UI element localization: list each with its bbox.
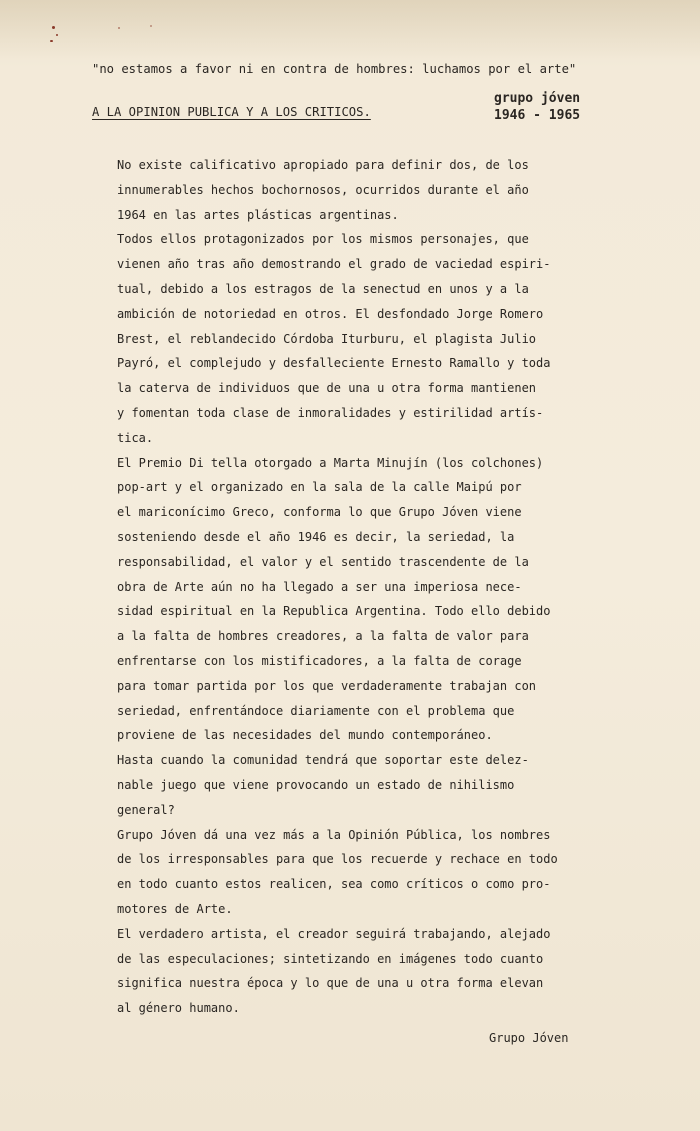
body-line: enfrentarse con los mistificadores, a la falta de corage [117, 653, 522, 668]
group-years: 1946 - 1965 [494, 108, 581, 123]
body-line: de los irresponsables para que los recuerde y rechace en todo [117, 852, 558, 867]
body-line: El verdadero artista, el creador seguirá trabajando, alejado [117, 926, 551, 941]
body-line: Todos ellos protagonizados por los mismos personajes, que [117, 232, 529, 247]
body-line: ambición de notoriedad en otros. El desfondado Jorge Romero [117, 306, 544, 321]
body-line: pop-art y el organizado en la sala de la calle Maipú por [117, 480, 522, 495]
body-line: tual, debido a los estragos de la senectud en unos y a la [117, 281, 529, 296]
header-quote: "no estamos a favor ni en contra de hombres: luchamos por el arte" [92, 62, 577, 76]
document-title: A LA OPINION PUBLICA Y A LOS CRITICOS. [92, 105, 371, 119]
body-line: Hasta cuando la comunidad tendrá que soportar este delez- [117, 753, 529, 768]
body-line: la caterva de individuos que de una u otra forma mantienen [117, 381, 537, 396]
body-line: al género humano. [117, 1001, 240, 1016]
body-line: a la falta de hombres creadores, a la falta de valor para [117, 629, 529, 644]
body-line: general? [117, 802, 175, 817]
body-line: proviene de las necesidades del mundo contemporáneo. [117, 728, 493, 743]
body-line: Payró, el complejudo y desfalleciente Ernesto Ramallo y toda [117, 356, 551, 371]
body-line: nable juego que viene provocando un estado de nihilismo [117, 777, 515, 792]
body-line: Grupo Jóven dá una vez más a la Opinión Pública, los nombres [117, 827, 551, 842]
body-line: No existe calificativo apropiado para definir dos, de los [117, 158, 529, 172]
body-line: responsabilidad, el valor y el sentido trascendente de la [117, 554, 529, 569]
body-line: en todo cuanto estos realicen, sea como críticos o como pro- [117, 877, 551, 892]
body-line: innumerables hechos bochornosos, ocurridos durante el año [117, 182, 529, 197]
letter-body [117, 153, 587, 1021]
body-line: significa nuestra época y lo que de una u otra forma elevan [117, 976, 544, 991]
group-heading [494, 90, 580, 124]
body-line: motores de Arte. [117, 901, 233, 916]
body-line: obra de Arte aún no ha llegado a ser una imperiosa nece- [117, 579, 522, 594]
signature: Grupo Jóven [489, 1031, 569, 1045]
body-line: El Premio Di tella otorgado a Marta Minujín (los colchones) [117, 455, 544, 470]
body-line: tica. [117, 430, 154, 445]
body-line: Brest, el reblandecido Córdoba Iturburu, el plagista Julio [117, 331, 537, 346]
body-line: y fomentan toda clase de inmoralidades y estirilidad artís- [117, 405, 544, 420]
body-line: el mariconícimo Greco, conforma lo que Grupo Jóven viene [117, 505, 522, 520]
ink-specks [46, 22, 206, 52]
body-line: sidad espiritual en la Republica Argentina. Todo ello debido [117, 604, 551, 619]
body-line: sosteniendo desde el año 1946 es decir, la seriedad, la [117, 529, 515, 544]
group-name: grupo jóven [494, 91, 581, 106]
body-line: seriedad, enfrentándoce diariamente con el problema que [117, 703, 515, 718]
body-line: vienen año tras año demostrando el grado de vaciedad espiri- [117, 257, 551, 272]
body-line: 1964 en las artes plásticas argentinas. [117, 207, 399, 222]
body-line: para tomar partida por los que verdaderamente trabajan con [117, 678, 537, 693]
body-line: de las especulaciones; sintetizando en imágenes todo cuanto [117, 951, 544, 966]
